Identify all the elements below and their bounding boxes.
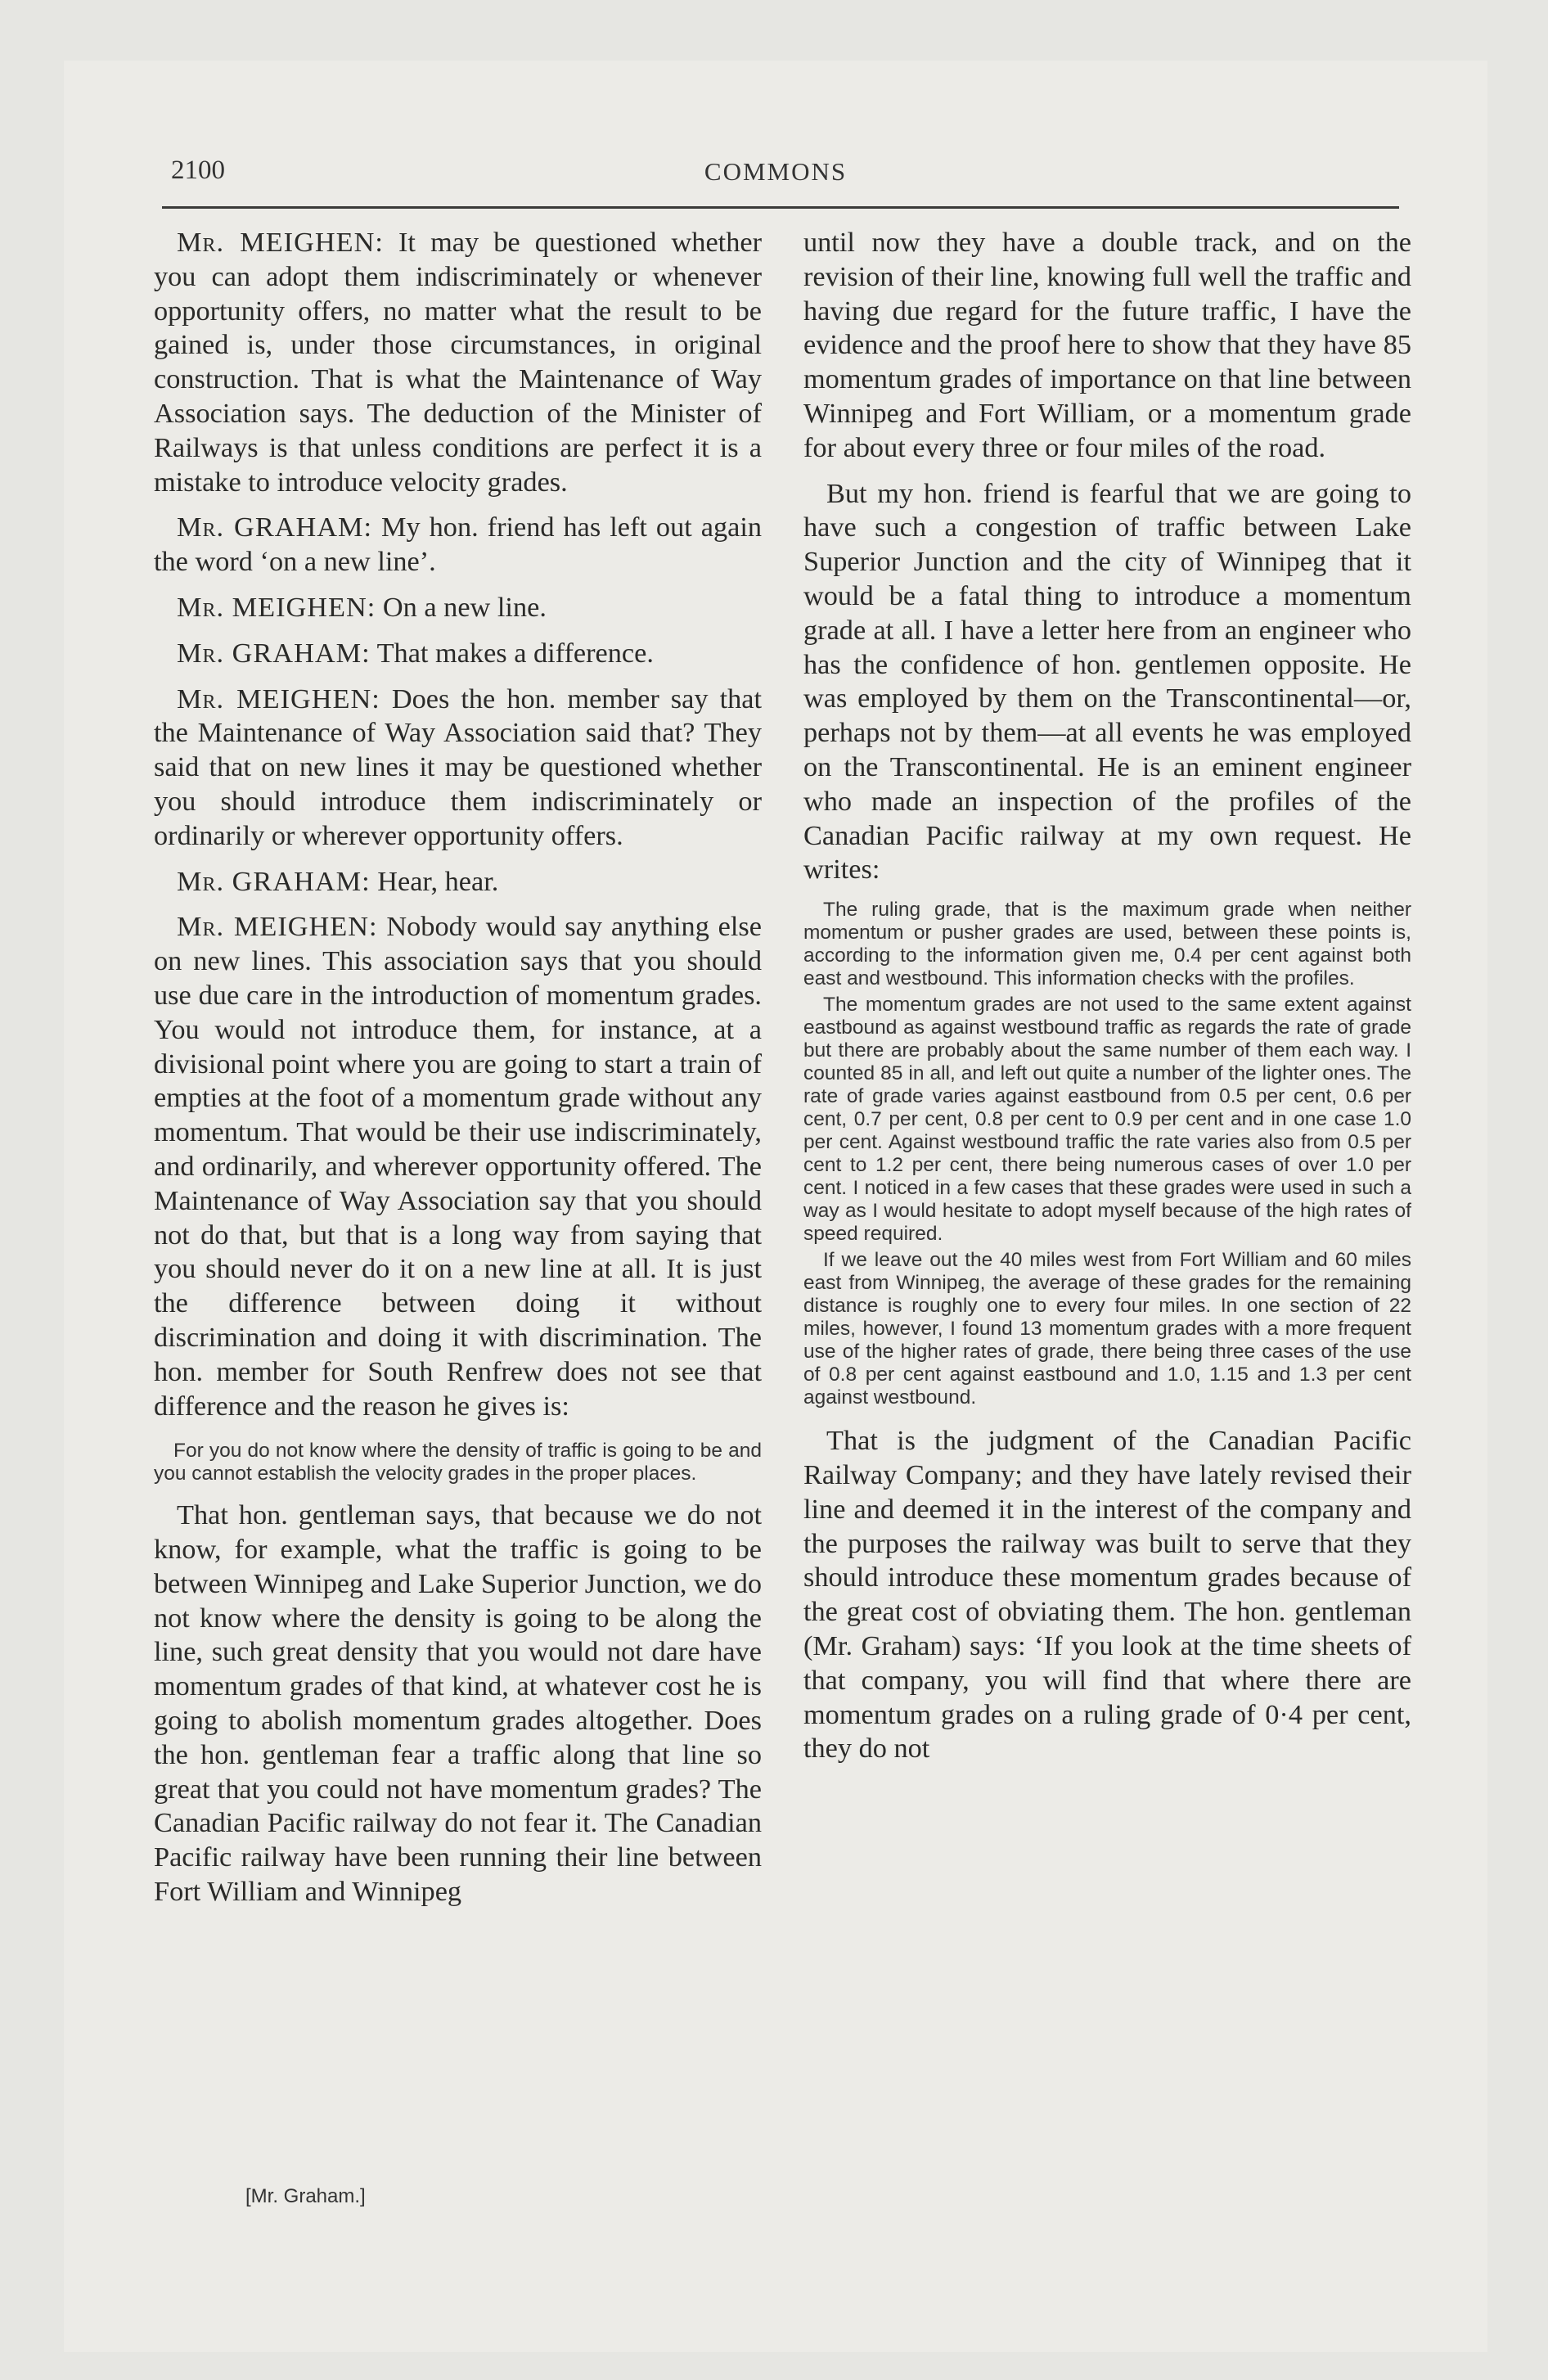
speech-paragraph: That is the judgment of the Canadian Pacific Railway Company; and they have lately revised their line and deemed it in the interest of the company and the purposes the railway was built to serve that they should introduce these momentum grades because of the great cost of obviating them. The hon. gentleman (Mr. Graham) says: ‘If you look at the time sheets of that company, you will find that where there are momentum grades on a ruling grade of 0·4 per cent, they do not bbox=[803, 1425, 1411, 1765]
speech-paragraph bbox=[154, 910, 762, 1423]
block-quote: For you do not know where the density of traffic is going to be and you cannot establish the velocity grades in the proper places. bbox=[154, 1440, 762, 1485]
speech-text: My hon. friend has left out again the word ‘on a new line’. bbox=[154, 512, 763, 578]
letter-quote: The ruling grade, that is the maximum grade when neither momentum or pusher grades are used, between these points is, according to the information given me, 0.4 per cent against both east and westbound. This information checks with the profiles. bbox=[803, 899, 1411, 990]
speaker-name: Mr. GRAHAM: bbox=[177, 637, 371, 669]
speech-text: That makes a difference. bbox=[376, 637, 654, 669]
speech-text: Hear, hear. bbox=[377, 865, 499, 897]
speaker-name: Mr. MEIGHEN: bbox=[177, 683, 380, 714]
speaker-name: Mr. GRAHAM: bbox=[177, 865, 371, 897]
speech-paragraph bbox=[154, 683, 762, 854]
running-head: COMMONS bbox=[704, 157, 848, 186]
speech-paragraph: That hon. gentleman says, that because we do not know, for example, what the traffic is going to be between Winnipeg and Lake Superior Junction, we do not know where the density is going to be along the line, such great density that you would not dare have momentum grades of that kind, at whatever cost he is going to abolish momentum grades altogether. Does the hon. gentleman fear a traffic along that line so great that you could not have momentum grades? The Canadian Pacific railway do not fear it. The Canadian Pacific railway have been running their line between Fort William and Winnipeg bbox=[154, 1499, 762, 1908]
page-header bbox=[64, 61, 1487, 208]
speech-paragraph bbox=[154, 591, 762, 625]
speech-paragraph: But my hon. friend is fearful that we are going to have such a congestion of traffic between Lake Superior Junction and the city of Winnipeg that it would be a fatal thing to introduce a momentum grade at all. I have a letter here from an engineer who has the confidence of hon. gentlemen opposite. He was employed by them on the Transcontinental—or, perhaps not by them—at all events he was employed on the Transcontinental. He is an eminent engineer who made an inspection of the profiles of the Canadian Pacific railway at my own request. He writes: bbox=[803, 477, 1411, 886]
left-column bbox=[154, 226, 762, 1921]
footer-reference: [Mr. Graham.] bbox=[245, 2185, 366, 2207]
speech-paragraph bbox=[154, 865, 762, 899]
header-rule bbox=[162, 206, 1399, 209]
speech-text: It may be questioned whether you can adopt them indiscriminately or whenever opportunity offers, no matter what the result to be gained is, under those circumstances, in original construction. That is what the Maintenance of Way Association says. The deduction of the Minister of Railways is that unless conditions are perfect it is a mistake to introduce velocity grades. bbox=[154, 227, 762, 498]
speech-text: Nobody would say anything else on new lines. This association says that you should use due care in the introduction of momentum grades. You would not introduce them, for instance, at a divisional point where you are going to start a train of empties at the foot of a momentum grade without any momentum. That would be their use indiscriminately, and ordinarily, and wherever opportunity offered. The Maintenance of Way Association say that you should not do that, but that is a long way from saying that you should never do it on a new line at all. It is just the difference between doing it without discrimination and doing it with discrimination. The hon. member for South Renfrew does not see that difference and the reason he gives is: bbox=[154, 911, 762, 1422]
speech-text: On a new line. bbox=[382, 591, 547, 623]
speech-paragraph bbox=[154, 511, 762, 579]
right-column bbox=[803, 226, 1411, 1778]
speaker-name: Mr. MEIGHEN: bbox=[177, 591, 376, 623]
speech-text: Does the hon. member say that the Maintenance of Way Association said that? They said that on new lines it may be questioned whether you should introduce them indiscriminately or ordinarily or wherever opportunity offers. bbox=[154, 683, 763, 851]
speech-paragraph bbox=[154, 637, 762, 671]
speaker-name: Mr. GRAHAM: bbox=[177, 512, 373, 543]
page bbox=[64, 61, 1487, 2352]
speaker-name: Mr. MEIGHEN: bbox=[177, 911, 378, 943]
speaker-name: Mr. MEIGHEN: bbox=[177, 227, 384, 258]
letter-quote: If we leave out the 40 miles west from Fort William and 60 miles east from Winnipeg, the average of these grades for the remaining distance is roughly one to every four miles. In one section of 22 miles, however, I found 13 momentum grades with a more frequent use of the higher rates of grade, there being three cases of the use of 0.8 per cent against eastbound and 1.0, 1.15 and 1.3 per cent against westbound. bbox=[803, 1249, 1411, 1409]
speech-paragraph: until now they have a double track, and on the revision of their line, knowing full well the traffic and having due regard for the future traffic, I have the evidence and the proof here to show that they have 85 momentum grades of importance on that line between Winnipeg and Fort William, or a momentum grade for about every three or four miles of the road. bbox=[803, 227, 1411, 463]
letter-quote: The momentum grades are not used to the same extent against eastbound as against westbound traffic as regards the rate of grade but there are probably about the same number of them each way. I counted 85 in all, and left out quite a number of the lighter ones. The rate of grade varies against eastbound from 0.5 per cent, 0.6 per cent, 0.7 per cent, 0.8 per cent to 0.9 per cent and in one case 1.0 per cent. Against westbound traffic the rate varies also from 0.5 per cent to 1.2 per cent, there being numerous cases of over 1.0 per cent. I noticed in a few cases that these grades were used in such a way as I would hesitate to adopt myself because of the high rates of speed required. bbox=[803, 994, 1411, 1246]
speech-paragraph bbox=[154, 226, 762, 499]
page-number: 2100 bbox=[171, 156, 225, 185]
